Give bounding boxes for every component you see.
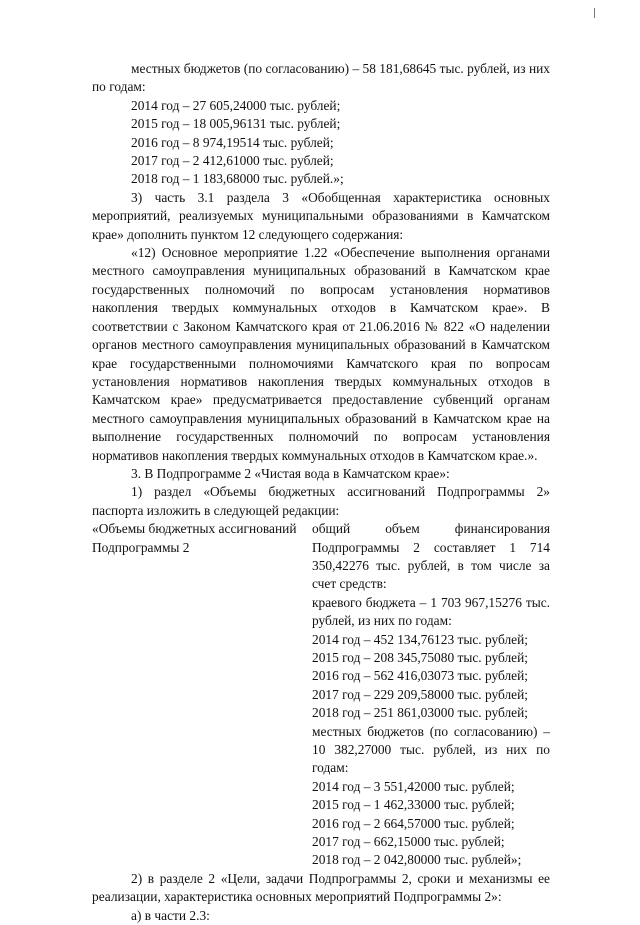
year-line: 2017 год – 2 412,61000 тыс. рублей;	[131, 153, 334, 169]
local-budget-years	[92, 97, 550, 189]
regional-year-line: 2015 год – 208 345,75080 тыс. рублей;	[312, 650, 529, 665]
local-year-line: 2015 год – 1 462,33000 тыс. рублей;	[312, 797, 515, 813]
document-page	[92, 60, 550, 925]
year-line: 2015 год – 18 005,96131 тыс. рублей;	[131, 116, 341, 132]
local-year-line: 2014 год – 3 551,42000 тыс. рублей;	[312, 778, 515, 794]
regional-year-line: 2014 год – 452 134,76123 тыс. рублей;	[312, 631, 529, 647]
subitem-1-paragraph: 1) раздел «Объемы бюджетных ассигнований Подпрограммы 2» паспорта изложить в следующей редакции:	[92, 484, 550, 518]
local-year-line: 2017 год – 662,15000 тыс. рублей;	[312, 834, 505, 850]
passport-label: «Объемы бюджетных ассигнований Подпрограммы 2	[92, 521, 297, 555]
passport-regional: краевого бюджета – 1 703 967,15276 тыс. рублей, из них по годам:	[312, 594, 550, 629]
regional-year-line: 2016 год – 562 416,03073 тыс. рублей;	[312, 668, 529, 684]
local-year-line: 2016 год – 2 664,57000 тыс. рублей;	[312, 815, 515, 831]
year-line: 2018 год – 1 183,68000 тыс. рублей.»;	[131, 171, 344, 187]
year-line: 2016 год – 8 974,19514 тыс. рублей;	[131, 134, 334, 150]
regional-year-line: 2017 год – 229 209,58000 тыс. рублей;	[312, 686, 529, 702]
local-year-line: 2018 год – 2 042,80000 тыс. рублей»;	[312, 852, 522, 868]
corner-mark	[594, 8, 595, 18]
passport-local: местных бюджетов (по согласованию) – 10 382,27000 тыс. рублей, из них по годам:	[312, 723, 550, 776]
item-3-paragraph: 3) часть 3.1 раздела 3 «Обобщенная характеристика основных мероприятий, реализуемых муниципальными образованиями в Камчатском крае» дополнить пунктом 12 следующего содержания:	[92, 189, 550, 242]
passport-left-cell	[92, 520, 312, 870]
year-line: 2014 год – 27 605,24000 тыс. рублей;	[131, 97, 341, 113]
regional-year-line: 2018 год – 251 861,03000 тыс. рублей;	[312, 705, 529, 721]
item-12-paragraph: «12) Основное мероприятие 1.22 «Обеспечение выполнения органами местного самоуправления муниципальных образований в Камчатском крае государственных полномочий по вопросам установления нормативов накопления твердых коммунальных отходов в Камчатском крае». В соответствии с Законом Камчатского края от 21.06.2016 № 822 «О наделении органов местного самоуправления муниципальных образований в Камчатском крае государственными полномочиями Камчатского края по вопросам установления нормативов накопления твердых коммунальных отходов в Камчатском крае» предусматривается предоставление субвенций органам местного самоуправления муниципальных образований в Камчатском крае на выполнение государственных полномочий по вопросам установления нормативов накопления твердых коммунальных отходов в Камчатском крае.».	[92, 245, 550, 463]
passport-right-cell	[312, 520, 550, 870]
local-budget-intro: местных бюджетов (по согласованию) – 58 181,68645 тыс. рублей, из них по годам:	[92, 61, 550, 95]
passport-total: общий объем финансирования Подпрограммы 2 составляет 1 714 350,42276 тыс. рублей, в том числе за счет средств:	[312, 521, 550, 592]
subitem-2-paragraph: 2) в разделе 2 «Цели, задачи Подпрограммы 2, сроки и механизмы ее реализации, характеристика основных мероприятий Подпрограммы 2»:	[92, 870, 550, 905]
passport-table	[92, 520, 550, 870]
subitem-a-paragraph: а) в части 2.3:	[131, 907, 210, 923]
section-3-heading: 3. В Подпрограмме 2 «Чистая вода в Камчатском крае»:	[131, 465, 450, 481]
